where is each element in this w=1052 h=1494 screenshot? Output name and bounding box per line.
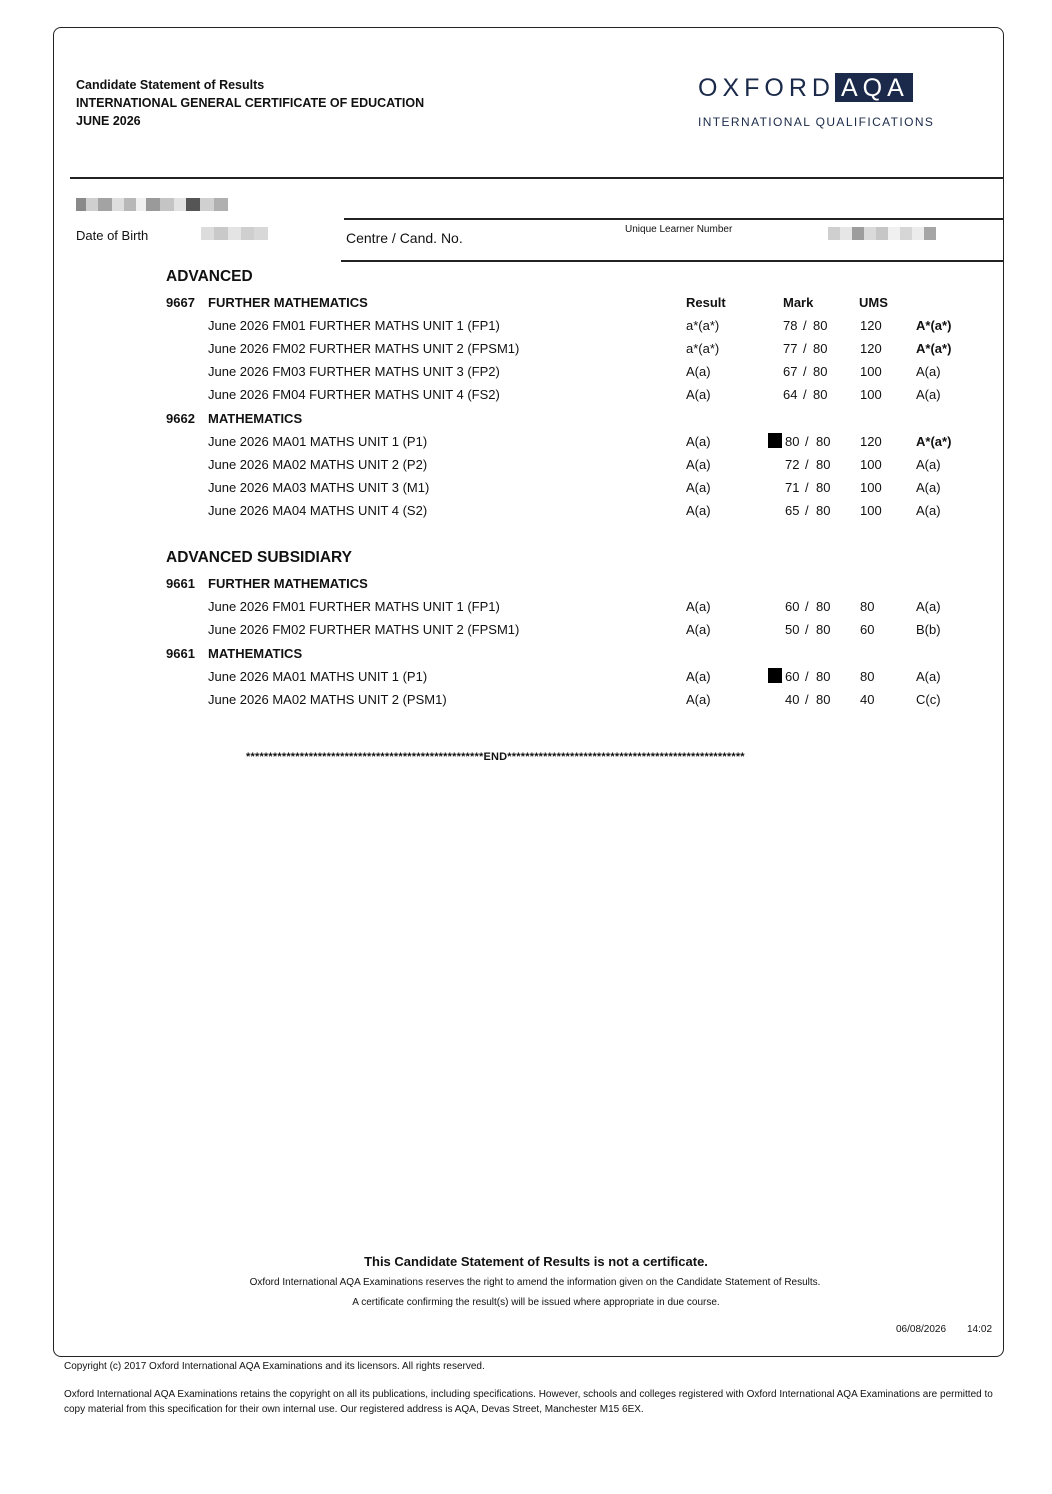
end-marker: *****************************************************END***************************************************** [246,751,745,763]
candidate-name-redacted [76,198,228,211]
unit-grade: A*(a*) [916,318,952,333]
unit-description: June 2026 FM01 FURTHER MATHS UNIT 1 (FP1) [208,318,500,333]
unit-mark: 64 [783,387,798,402]
unit-result: A(a) [686,434,711,449]
section-title-advanced: ADVANCED [166,268,253,285]
amend-notice: Oxford International AQA Examinations reserves the right to amend the information given on the Candidate Statement of Results. [249,1277,821,1288]
logo-subtitle: INTERNATIONAL QUALIFICATIONS [698,115,935,129]
unit-description: June 2026 FM04 FURTHER MATHS UNIT 4 (FS2) [208,387,500,402]
unit-result: A(a) [686,457,711,472]
mark-separator: / [803,364,807,379]
unit-grade: B(b) [916,622,941,637]
unit-ums: 120 [860,341,882,356]
not-certificate-notice: This Candidate Statement of Results is not a certificate. [364,1254,708,1269]
subject-code: 9661 [166,576,195,591]
unit-result: A(a) [686,503,711,518]
mark-separator: / [805,692,809,707]
unit-description: June 2026 MA04 MATHS UNIT 4 (S2) [208,503,428,518]
logo-word-aqa: AQA [835,73,913,102]
unit-max-mark: 80 [813,364,828,379]
unit-ums: 100 [860,480,882,495]
mark-separator: / [805,622,809,637]
unit-grade: A*(a*) [916,434,952,449]
dob-label: Date of Birth [76,228,149,243]
unit-mark: 80 [785,434,800,449]
unit-mark: 40 [785,692,800,707]
unit-result: A(a) [686,387,711,402]
mark-separator: / [805,669,809,684]
mark-separator: / [805,480,809,495]
section-title-advanced-subsidiary: ADVANCED SUBSIDIARY [166,549,353,566]
unit-max-mark: 80 [816,669,831,684]
unit-ums: 60 [860,622,875,637]
subject-name: FURTHER MATHEMATICS [208,295,368,310]
unit-description: June 2026 FM01 FURTHER MATHS UNIT 1 (FP1) [208,599,500,614]
unit-grade: A(a) [916,669,941,684]
unit-grade: A(a) [916,480,941,495]
unit-max-mark: 80 [816,599,831,614]
unit-ums: 120 [860,434,882,449]
subject-name: MATHEMATICS [208,411,303,426]
unit-ums: 80 [860,599,875,614]
unit-max-mark: 80 [816,457,831,472]
unit-ums: 100 [860,364,882,379]
header-divider [70,177,1004,179]
mark-separator: / [805,457,809,472]
centre-bottom-rule [341,260,1004,262]
unit-result: A(a) [686,364,711,379]
unit-grade: A(a) [916,457,941,472]
unit-grade: A(a) [916,364,941,379]
unit-mark: 77 [783,341,798,356]
unit-description: June 2026 MA02 MATHS UNIT 2 (PSM1) [208,692,447,707]
unit-max-mark: 80 [816,692,831,707]
mark-separator: / [805,434,809,449]
unit-max-mark: 80 [816,434,831,449]
mark-separator: / [803,387,807,402]
dob-value-redacted [201,227,268,240]
unit-ums: 100 [860,503,882,518]
redaction-mark [768,433,782,448]
unit-description: June 2026 FM02 FURTHER MATHS UNIT 2 (FPSM1) [208,622,520,637]
uln-value-redacted [828,227,936,240]
unit-ums: 40 [860,692,875,707]
unit-ums: 80 [860,669,875,684]
unit-max-mark: 80 [813,387,828,402]
mark-separator: / [805,599,809,614]
unit-max-mark: 80 [813,341,828,356]
unit-result: A(a) [686,669,711,684]
unit-result: A(a) [686,480,711,495]
series-label: JUNE 2026 [76,114,141,128]
unit-mark: 78 [783,318,798,333]
copyright-paragraph: Oxford International AQA Examinations retains the copyright on all its publications, including specifications. However, schools and colleges registered with Oxford International AQA Examinations are permitted to copy material from this specification for their own internal use. Our registered address is AQA, Devas Street, Manchester M15 6EX. [64,1389,993,1415]
centre-cand-label: Centre / Cand. No. [346,230,463,246]
unit-mark: 71 [785,480,800,495]
uln-label: Unique Learner Number [625,224,733,235]
unit-max-mark: 80 [813,318,828,333]
subject-code: 9667 [166,295,195,310]
unit-description: June 2026 MA02 MATHS UNIT 2 (P2) [208,457,428,472]
subject-name: MATHEMATICS [208,646,303,661]
qualification-title: INTERNATIONAL GENERAL CERTIFICATE OF EDUCATION [76,96,425,110]
unit-mark: 50 [785,622,800,637]
mark-separator: / [803,341,807,356]
oxford-aqa-logo [698,74,913,103]
unit-result: A(a) [686,599,711,614]
unit-ums: 120 [860,318,882,333]
centre-top-rule [344,218,1004,220]
unit-grade: A(a) [916,503,941,518]
unit-result: a*(a*) [686,341,720,356]
unit-result: a*(a*) [686,318,720,333]
unit-grade: A*(a*) [916,341,952,356]
column-header-result: Result [686,295,726,310]
unit-description: June 2026 FM02 FURTHER MATHS UNIT 2 (FPSM1) [208,341,520,356]
unit-max-mark: 80 [816,480,831,495]
issue-date: 06/08/2026 [896,1324,947,1335]
unit-description: June 2026 FM03 FURTHER MATHS UNIT 3 (FP2) [208,364,500,379]
column-header-mark: Mark [783,295,814,310]
unit-mark: 65 [785,503,800,518]
unit-mark: 67 [783,364,798,379]
unit-mark: 60 [785,599,800,614]
unit-result: A(a) [686,622,711,637]
subject-code: 9662 [166,411,195,426]
unit-ums: 100 [860,387,882,402]
logo-word-oxford: OXFORD [698,74,835,102]
redaction-mark [768,668,782,683]
unit-mark: 60 [785,669,800,684]
column-header-ums: UMS [859,295,888,310]
unit-max-mark: 80 [816,503,831,518]
unit-result: A(a) [686,692,711,707]
subject-name: FURTHER MATHEMATICS [208,576,368,591]
copyright-line: Copyright (c) 2017 Oxford International AQA Examinations and its licensors. All rights reserved. [64,1361,485,1372]
unit-description: June 2026 MA01 MATHS UNIT 1 (P1) [208,434,428,449]
unit-description: June 2026 MA03 MATHS UNIT 3 (M1) [208,480,430,495]
unit-grade: C(c) [916,692,941,707]
unit-ums: 100 [860,457,882,472]
mark-separator: / [805,503,809,518]
unit-grade: A(a) [916,599,941,614]
unit-grade: A(a) [916,387,941,402]
subject-code: 9661 [166,646,195,661]
unit-mark: 72 [785,457,800,472]
unit-max-mark: 80 [816,622,831,637]
statement-title: Candidate Statement of Results [76,78,265,92]
unit-description: June 2026 MA01 MATHS UNIT 1 (P1) [208,669,428,684]
certificate-notice: A certificate confirming the result(s) will be issued where appropriate in due course. [352,1297,720,1308]
issue-time: 14:02 [967,1324,993,1335]
mark-separator: / [803,318,807,333]
